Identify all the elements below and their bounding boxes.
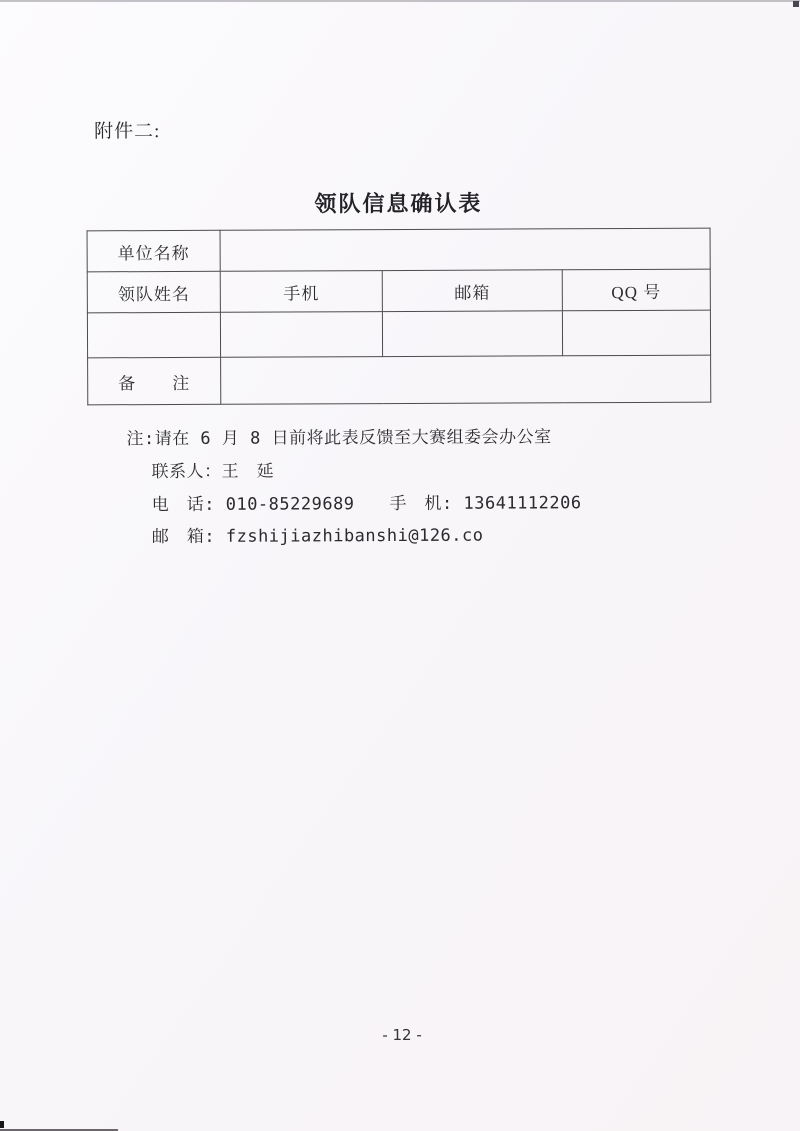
email-value-cell <box>382 311 562 357</box>
mobile-value-cell <box>220 312 382 358</box>
leader-info-table <box>87 228 712 406</box>
table-row-headers <box>87 269 710 313</box>
unit-name-value-cell <box>220 228 710 271</box>
table-row-remark <box>88 355 711 405</box>
mobile-header-cell: 手机 <box>220 271 382 313</box>
leader-name-header-cell: 领队姓名 <box>87 271 220 313</box>
scan-artifact-bottom-left-mark <box>0 1121 4 1128</box>
remark-label-cell: 备 注 <box>88 357 221 405</box>
scan-artifact-top-edge <box>0 0 800 2</box>
table-row-unit <box>87 228 710 272</box>
page-number: - 12 - <box>382 1025 422 1045</box>
leader-name-value-cell <box>87 312 220 358</box>
note-email-address: 邮 箱: fzshijiazhibanshi@126.co <box>151 525 484 548</box>
scan-artifact-top-right-dot <box>793 1 799 7</box>
qq-value-cell <box>562 310 710 356</box>
note-contact-person: 联系人：王 延 <box>151 461 275 483</box>
unit-name-label-cell: 单位名称 <box>87 230 220 272</box>
note-phone-numbers: 电 话: 010-85229689 手 机: 13641112206 <box>151 493 582 516</box>
attachment-label: 附件二: <box>94 121 161 143</box>
note-deadline: 注:请在 6 月 8 日前将此表反馈至大赛组委会办公室 <box>126 427 552 450</box>
qq-header-cell: QQ 号 <box>562 269 710 311</box>
page-title: 领队信息确认表 <box>314 190 483 217</box>
remark-value-cell <box>221 355 711 404</box>
table-row-values <box>87 310 710 358</box>
email-header-cell: 邮箱 <box>382 270 562 312</box>
